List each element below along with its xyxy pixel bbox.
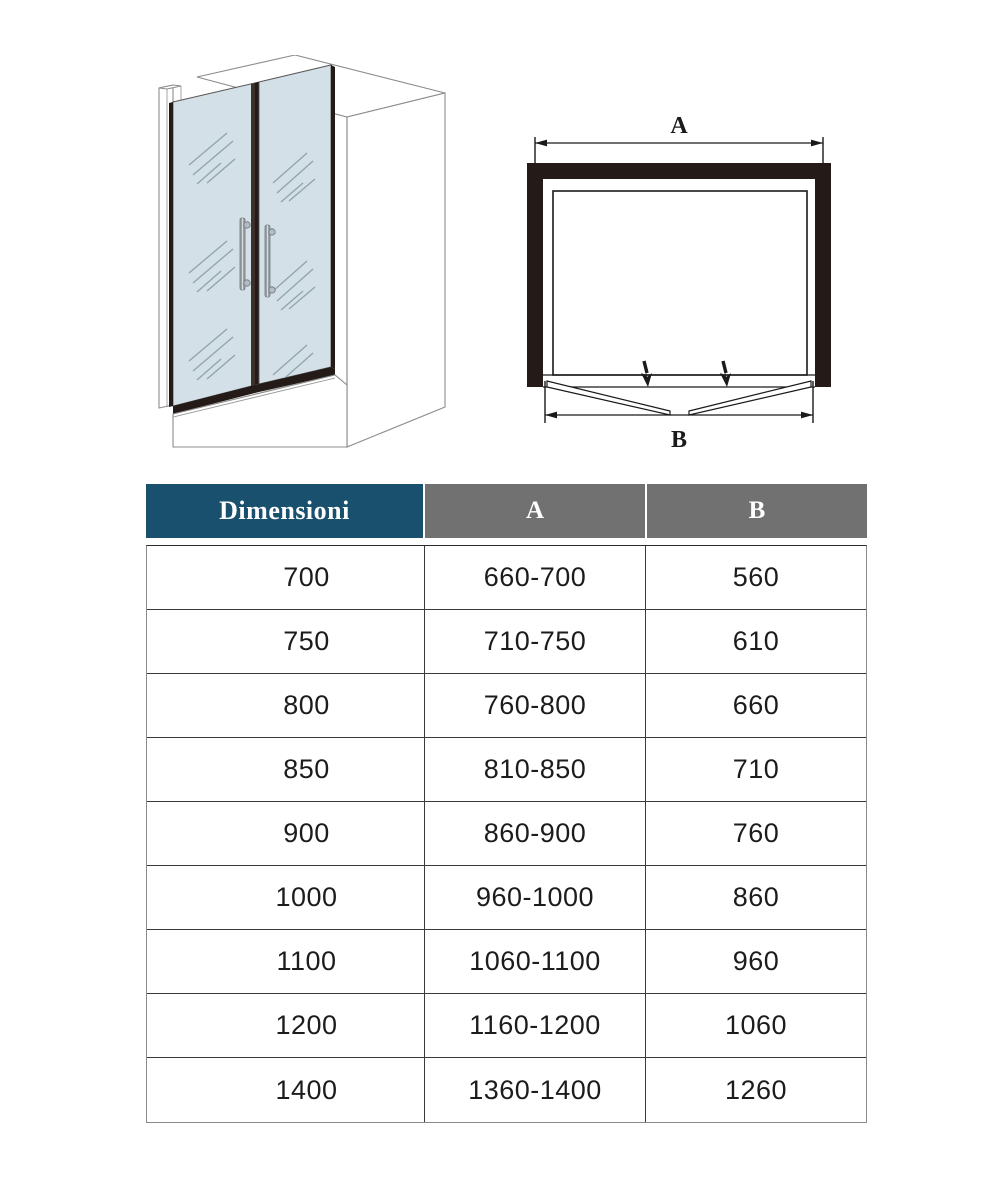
cell-b: 560 (732, 562, 780, 592)
threshold-line (543, 375, 815, 387)
cell-dimension: 1100 (147, 930, 425, 993)
plan-view-shower-enclosure (505, 115, 855, 455)
cell-b: 610 (732, 626, 780, 656)
dimension-a-label: A (670, 115, 688, 139)
header-cell-a: A (425, 484, 647, 538)
table-row (147, 802, 866, 866)
left-vertical-post (169, 102, 173, 407)
table-row (147, 610, 866, 674)
cell-b: 660 (732, 690, 780, 720)
door-leaf-left (547, 381, 670, 415)
table-row (147, 994, 866, 1058)
cell-a: 810-850 (425, 738, 646, 801)
table-row (147, 674, 866, 738)
cell-a: 760-800 (425, 674, 646, 737)
cell-dimension: 700 (147, 546, 425, 609)
table-row (147, 738, 866, 802)
cell-b: 960 (732, 946, 780, 976)
cell-a: 860-900 (425, 802, 646, 865)
dimensions-table (146, 484, 867, 1123)
cell-b: 1260 (724, 1074, 788, 1105)
cell-a: 1360-1400 (425, 1058, 646, 1122)
cell-b: 860 (732, 882, 780, 912)
table-row (147, 930, 866, 994)
cell-b: 1060 (724, 1010, 788, 1040)
table-row (147, 1058, 866, 1122)
header-cell-b: B (647, 484, 867, 538)
cell-a: 960-1000 (425, 866, 646, 929)
cell-a: 1160-1200 (425, 994, 646, 1057)
dimension-b-label: B (670, 427, 688, 453)
cell-dimension: 1200 (147, 994, 425, 1057)
cell-dimension: 800 (147, 674, 425, 737)
cell-b: 760 (732, 818, 780, 848)
inner-panel-outline (553, 191, 807, 375)
figures-area (0, 0, 998, 470)
dimension-a (535, 115, 823, 163)
cell-a: 660-700 (425, 546, 646, 609)
isometric-shower-enclosure (155, 55, 475, 460)
table-header-row (146, 484, 867, 538)
cell-dimension: 850 (147, 738, 425, 801)
center-mullion (251, 82, 259, 386)
cell-dimension: 750 (147, 610, 425, 673)
cell-dimension: 1400 (147, 1058, 425, 1122)
cell-a: 710-750 (425, 610, 646, 673)
right-vertical-post (331, 65, 335, 369)
header-cell-dimensioni: Dimensioni (146, 484, 425, 538)
table-row (147, 546, 866, 610)
cell-dimension: 900 (147, 802, 425, 865)
cell-b: 710 (732, 754, 780, 784)
door-leaf-right (689, 381, 811, 415)
table-row (147, 866, 866, 930)
table-body (146, 545, 867, 1123)
cell-dimension: 1000 (147, 866, 425, 929)
cell-a: 1060-1100 (425, 930, 646, 993)
